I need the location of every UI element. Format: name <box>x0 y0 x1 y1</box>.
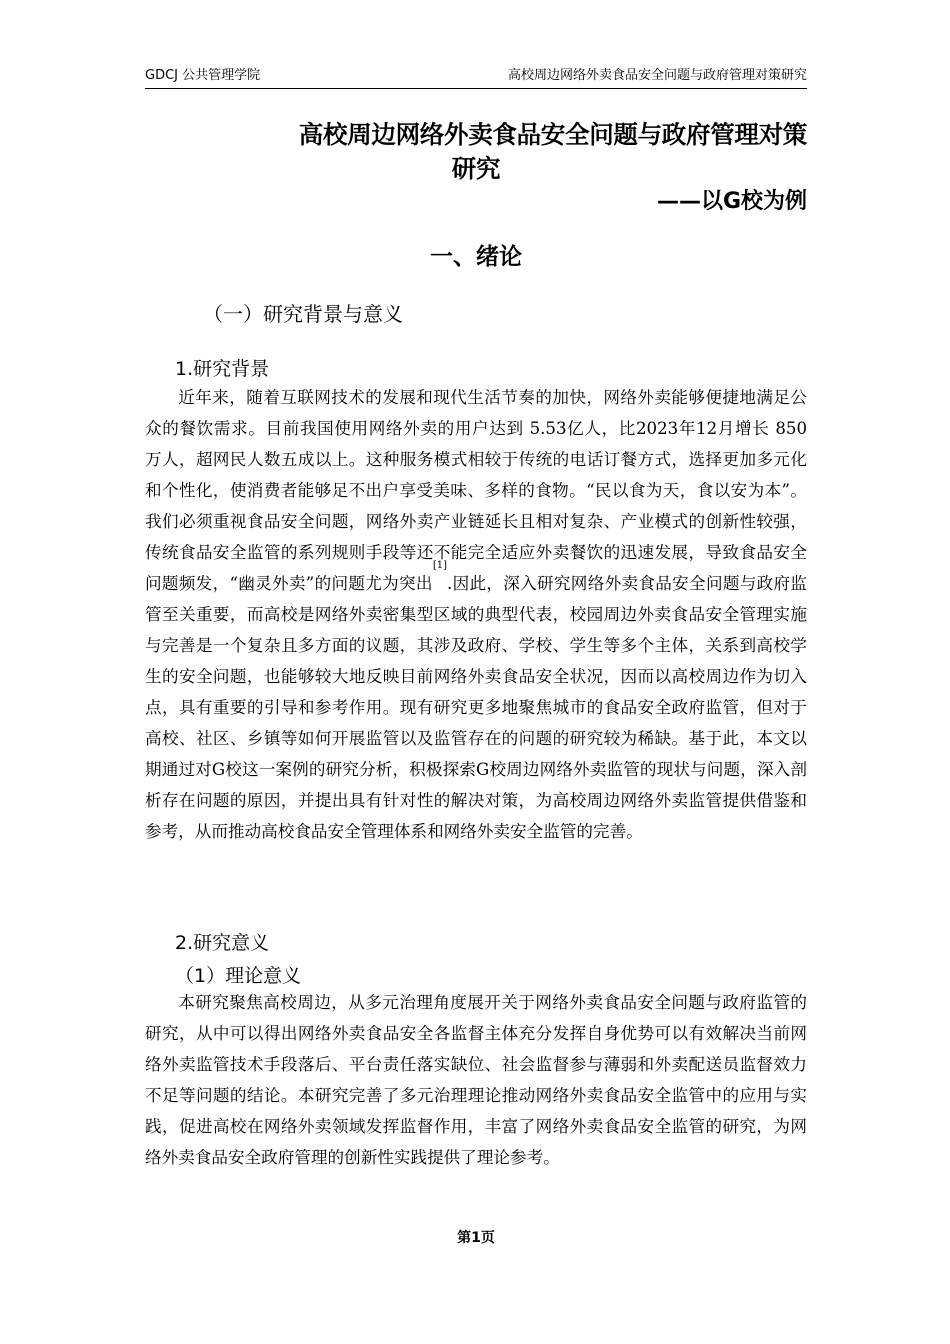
subsection-heading-background: 1.研究背景 <box>175 358 270 380</box>
background-paragraph <box>145 382 807 847</box>
background-text-part1: 近年来，随着互联网技术的发展和现代生活节奏的加快，网络外卖能够便捷地满足公众的餐饮需求。目前我国使用网络外卖的用户达到 5.53亿人，比2023年12月增长 850 万人，超网民人数五成以上。这种服务模式相较于传统的电话订餐方式，选择更加多元化和个性化，使消费者能够足不出户享受美味、多样的食物。“民以食为天，食以安为本”。我们必须重视食品安全问题，网络外卖产业链延长且相对复杂、产业模式的创新性较强，传统食品安全监管的系列规则手段等还不能完全适应外卖餐饮的迅速发展，导致食品安全问题频发，“幽灵外卖”的问题尤为突出 <box>145 388 807 593</box>
page-number: 第1页 <box>457 1230 495 1246</box>
document-subtitle: ——以G校为例 <box>656 189 807 214</box>
theory-significance-heading: （1）理论意义 <box>175 965 302 987</box>
document-title-line1: 高校周边网络外卖食品安全问题与政府管理对策 <box>298 120 807 149</box>
document-title-line2: 研究 <box>451 154 501 183</box>
chapter-heading: 一、绪论 <box>430 244 522 270</box>
page-header <box>145 66 807 89</box>
subsection-heading-significance: 2.研究意义 <box>175 932 270 954</box>
theory-significance-paragraph: 本研究聚焦高校周边，从多元治理角度展开关于网络外卖食品安全问题与政府监管的研究，从中可以得出网络外卖食品安全各监督主体充分发挥自身优势可以有效解决当前网络外卖监管技术手段落后、平台责任落实缺位、社会监督参与薄弱和外卖配送员监督效力不足等问题的结论。本研究完善了多元治理理论推动网络外卖食品安全监管中的应用与实践，促进高校在网络外卖领域发挥监督作用，丰富了网络外卖食品安全监管的研究，为网络外卖食品安全政府管理的创新性实践提供了理论参考。 <box>145 993 807 1167</box>
header-running-title: 高校周边网络外卖食品安全问题与政府管理对策研究 <box>507 68 807 83</box>
section-heading: （一）研究背景与意义 <box>203 302 403 326</box>
header-institution: GDCJ 公共管理学院 <box>145 68 261 83</box>
citation-ref[interactable]: [1] <box>432 560 447 571</box>
background-text-part2: .因此，深入研究网络外卖食品安全问题与政府监管至关重要，而高校是网络外卖密集型区域的典型代表，校园周边外卖食品安全管理实施与完善是一个复杂且多方面的议题，其涉及政府、学校、学生等多个主体，关系到高校学生的安全问题，也能够较大地反映目前网络外卖食品安全状况，因而以高校周边作为切入点，具有重要的引导和参考作用。现有研究更多地聚焦城市的食品安全政府监管，但对于高校、社区、乡镇等如何开展监管以及监管存在的问题的研究较为稀缺。基于此，本文以期通过对G校这一案例的研究分析，积极探索G校周边网络外卖监管的现状与问题，深入剖析存在问题的原因，并提出具有针对性的解决对策，为高校周边网络外卖监管提供借鉴和参考，从而推动高校食品安全管理体系和网络外卖安全监管的完善。 <box>145 574 807 841</box>
